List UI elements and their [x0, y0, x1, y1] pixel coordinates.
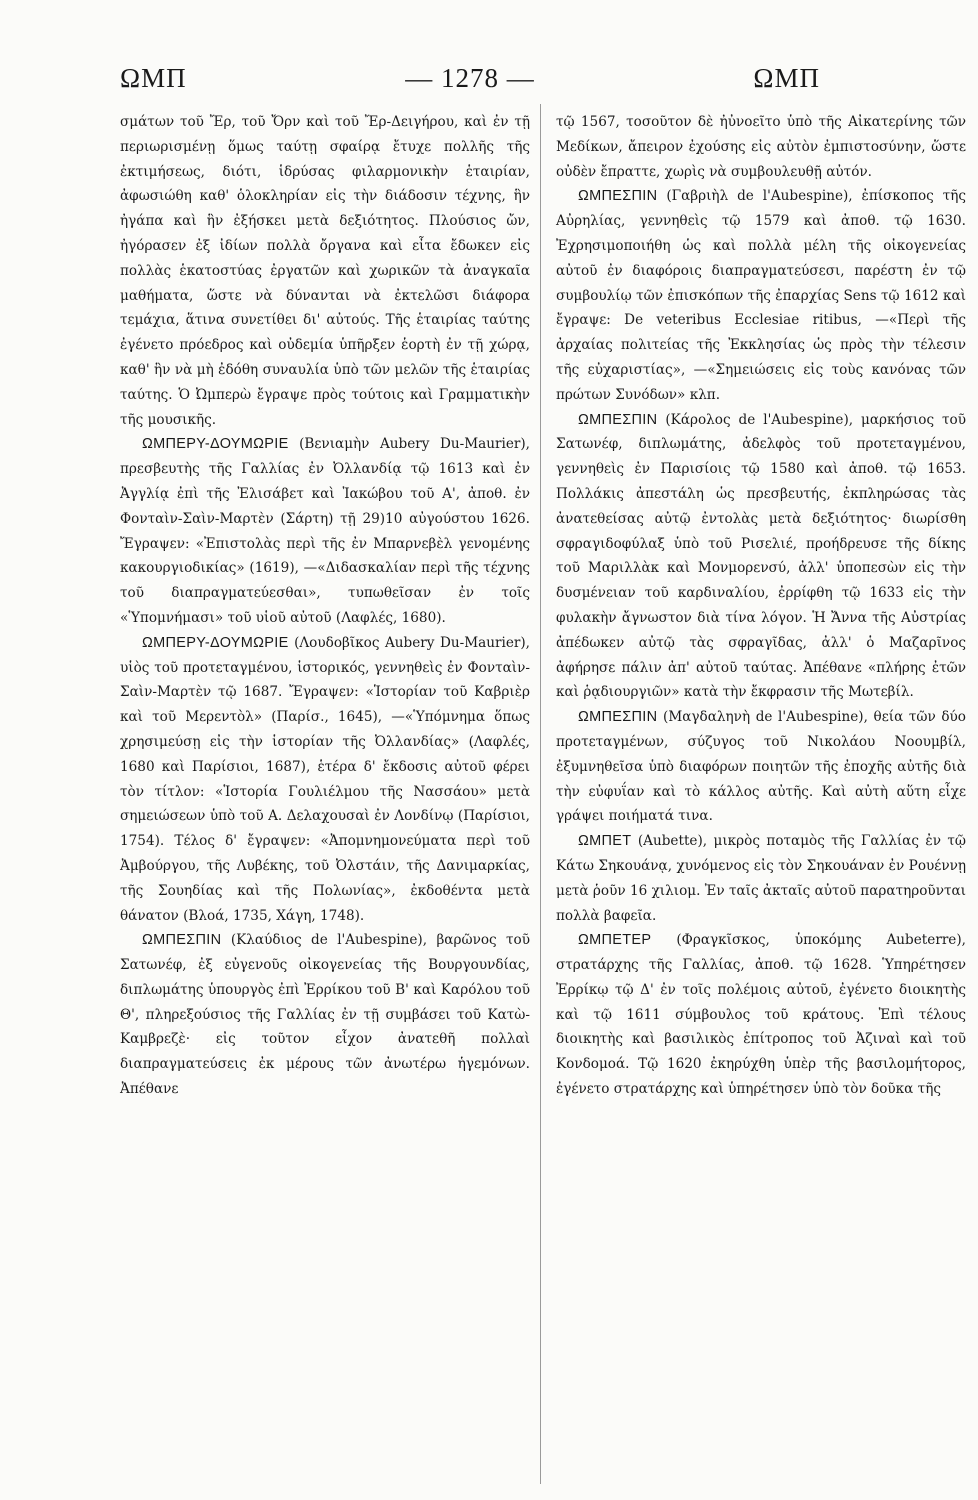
- dictionary-entry: [556, 705, 966, 829]
- entry-text: (Aubette), μικρὸς ποταμὸς τῆς Γαλλίας ἐν τῷ Κάτω Σηκουάνᾳ, χυνόμενος εἰς τὸν Σηκουάναν ἐν Ρουέννῃ μετὰ ῥοῦν 16 χιλιομ. Ἐν ταῖς ἀκταῖς αὐτοῦ παρατηροῦνται πολλὰ βαφεῖα.: [556, 833, 966, 924]
- dictionary-entry: [556, 829, 966, 928]
- dictionary-entry: [556, 408, 966, 706]
- entry-headword: ΩΜΠΕΡΥ-ΔΟΥΜΩΡΙΕ: [142, 634, 289, 651]
- entry-text: (Μαγδαληνὴ de l'Aubespine), θεία τῶν δύο προτεταγμένων, σύζυγος τοῦ Νικολάου Νοουμβίλ, ἐξυμνηθεῖσα ὑπὸ διαφόρων ποιητῶν τῆς ἐποχῆς αὐτῆς διὰ τὴν εὐφυΐαν καὶ τὸ κάλλος αὐτῆς. Καὶ αὐτὴ αὕτη εἶχε γράψει ποιήματά τινα.: [556, 709, 966, 825]
- entry-headword: ΩΜΠΕΣΠΙΝ: [578, 188, 658, 205]
- entry-text: (Φραγκῖσκος, ὑποκόμης Aubeterre), στρατάρχης τῆς Γαλλίας, ἀποθ. τῷ 1628. Ὑπηρέτησεν Ἐρρίκῳ τῷ Δ' ἐν τοῖς πολέμοις αὐτοῦ, ἐγένετο διοικητὴς καὶ τῷ 1611 σύμβουλος τοῦ κράτους. Ἐπὶ τέλους διοικητὴς καὶ βασιλικὸς ἐπίτροπος τοῦ Ἀζιναὶ καὶ τοῦ Κονδομοά. Τῷ 1620 ἐκηρύχθη ὑπὲρ τῆς βασιλομήτορος, ἐγένετο στρατάρχης καὶ ὑπηρέτησεν ὑπὸ τὸν δοῦκα τῆς: [556, 932, 966, 1098]
- entry-headword: ΩΜΠΕΤ: [578, 833, 632, 850]
- column-divider: [540, 104, 541, 1484]
- dictionary-entry: [120, 432, 530, 630]
- entry-text: (Βενιαμὴν Aubery Du-Maurier), πρεσβευτὴς τῆς Γαλλίας ἐν Ὀλλανδίᾳ τῷ 1613 καὶ ἐν Ἀγγλίᾳ ἐπὶ τῆς Ἐλισάβετ καὶ Ἰακώβου τοῦ Α', ἀποθ. ἐν Φονταὶν-Σαὶν-Μαρτὲν (Σάρτη) τῇ 29)10 αὐγούστου 1626. Ἔγραψεν: «Ἐπιστολὰς περὶ τῆς ἐν Μπαρνεβὲλ γενομένης κακουργιοδικίας» (1619), —«Διδασκαλίαν περὶ τῆς τέχνης τοῦ διαπραγματεύεσθαι», τυπωθεῖσαν ἐν τοῖς «Ὑπομνήμασι» τοῦ υἱοῦ αὐτοῦ (Λαφλές, 1680).: [120, 436, 530, 626]
- dictionary-entry: [556, 184, 966, 407]
- entry-text: (Κάρολος de l'Aubespine), μαρκήσιος τοῦ Σατωνέφ, διπλωμάτης, ἀδελφὸς τοῦ προτεταγμένου, γεννηθεὶς ἐν Παρισίοις τῷ 1580 καὶ ἀποθ. τῷ 1653. Πολλάκις ἀπεστάλη ὡς πρεσβευτής, ἐκπληρώσας τὰς ἀνατεθείσας αὐτῷ ἐντολὰς μετὰ δεξιότητος· διωρίσθη σφραγιδοφύλαξ ὑπὸ τοῦ Ρισελιέ, προήδρευσε τῆς δίκης τοῦ Μαριλλὰκ καὶ Μονμορενσύ, ἀλλ' ὑποπεσὼν εἰς τὴν δυσμένειαν τοῦ καρδιναλίου, ἐρρίφθη τῷ 1633 εἰς τὴν φυλακὴν ἄγνωστον διὰ τίνα λόγον. Ἡ Ἄννα τῆς Αὐστρίας ἀπέδωκεν αὐτῷ τὰς σφραγῖδας, ἀλλ' ὁ Μαζαρῖνος ἀφήρησε πάλιν ἀπ' αὐτοῦ ταύτας. Ἀπέθανε «πλήρης ἐτῶν καὶ ῥᾳδιουργιῶν» κατὰ τὴν ἔκφρασιν τῆς Μωτεβίλ.: [556, 411, 966, 701]
- entry-text: τῷ 1567, τοσοῦτον δὲ ἠὐνοεῖτο ὑπὸ τῆς Αἰκατερίνης τῶν Μεδίκων, ἄπειρον ἐχούσης εἰς αὐτὸν ἐμπιστοσύνην, ὥστε οὐδὲν ἔπραττε, χωρὶς νὰ συμβουλευθῇ αὐτόν.: [556, 114, 966, 180]
- entry-headword: ΩΜΠΕΣΠΙΝ: [578, 411, 658, 428]
- entry-text: (Λουδοβῖκος Aubery Du-Maurier), υἱὸς τοῦ προτεταγμένου, ἱστορικός, γεννηθεὶς ἐν Φονταὶν-Σαὶν-Μαρτὲν τῷ 1687. Ἔγραψεν: «Ἱστορίαν τοῦ Καβριὲρ καὶ τοῦ Μερεντὸλ» (Παρίσ., 1645), —«Ὑπόμνημα ὅπως χρησιμεύσῃ εἰς τὴν ἱστορίαν τῆς Ὀλλανδίας» (Λαφλές, 1680 καὶ Παρίσιοι, 1687), ἑτέρα δ' ἔκδοσις αὐτοῦ φέρει τὸν τίτλον: «Ἱστορία Γουλιέλμου τῆς Νασσάου» μετὰ σημειώσεων ὑπὸ τοῦ Α. Δελαχουσαὶ ἐν Λονδίνῳ (Παρίσιοι, 1754). Τέλος δ' ἔγραψεν: «Ἀπομνημονεύματα περὶ τοῦ Ἀμβούργου, τῆς Λυβέκης, τοῦ Ὀλστάιν, τῆς Δανιμαρκίας, τῆς Σουηδίας καὶ τῆς Πολωνίας», ἐκδοθέντα μετὰ θάνατον (Βλοά, 1735, Χάγη, 1748).: [120, 634, 530, 924]
- entry-headword: ΩΜΠΕΤΕΡ: [578, 932, 652, 949]
- entry-headword: ΩΜΠΕΣΠΙΝ: [142, 932, 222, 949]
- header-left-guideword: ΩΜΠ: [120, 62, 187, 93]
- dictionary-entry: [120, 928, 530, 1102]
- entry-continuation: [556, 110, 966, 184]
- entry-headword: ΩΜΠΕΣΠΙΝ: [578, 709, 658, 726]
- header-right-guideword: ΩΜΠ: [753, 62, 820, 93]
- entry-headword: ΩΜΠΕΡΥ-ΔΟΥΜΩΡΙΕ: [142, 436, 289, 453]
- dictionary-entry: [556, 928, 966, 1102]
- dictionary-entry: [120, 631, 530, 929]
- entry-text: (Κλαύδιος de l'Aubespine), βαρῶνος τοῦ Σατωνέφ, ἐξ εὐγενοῦς οἰκογενείας τῆς Βουργουνδίας, διπλωμάτης ὑπουργὸς ἐπὶ Ἐρρίκου τοῦ Β' καὶ Καρόλου τοῦ Θ', πληρεξούσιος τῆς Γαλλίας ἐν τῇ συμβάσει τοῦ Κατὼ-Καμβρεζὲ· εἰς τοῦτον εἶχον ἀνατεθῆ πολλαὶ διαπραγματεύσεις ἐκ μέρους τῶν ἀνωτέρω ἡγεμόνων. Ἀπέθανε: [120, 932, 530, 1098]
- page-header: [120, 58, 820, 98]
- right-column: [556, 110, 966, 1102]
- entry-text: σμάτων τοῦ Ἔρ, τοῦ Ὄρν καὶ τοῦ Ἔρ-Δειγήρου, καὶ ἐν τῇ περιωρισμένῃ ὅμως ταύτῃ σφαίρᾳ ἔτυχε πολλῆς τῆς ἐκτιμήσεως, διότι, ἱδρύσας φιλαρμονικὴν ἑταιρίαν, ἀφωσιώθη καθ' ὁλοκληρίαν εἰς τὴν διάδοσιν τέχνης, ἣν ἠγάπα καὶ ἣν ἐξήσκει μετὰ δεξιότητος. Πλούσιος ὤν, ἠγόρασεν ἐξ ἰδίων πολλὰ ὄργανα καὶ εἶτα ἔδωκεν εἰς πολλὰς ἑκατοστύας ἐργατῶν καὶ χωρικῶν τὰ ἀναγκαῖα μαθήματα, ὥστε νὰ δύνανται νὰ ἐκτελῶσι διάφορα τεμάχια, ἅτινα συνετίθει δι' αὐτούς. Τῆς ἑταιρίας ταύτης ἐγένετο πρόεδρος καὶ οὐδεμία ὑπῆρξεν ἑορτὴ ἐν τῇ χώρᾳ, καθ' ἣν νὰ μὴ ἐδόθη συναυλία ὑπὸ τῶν μελῶν τῆς ἑταιρίας ταύτης. Ὁ Ὠμπερὼ ἔγραψε πρὸς τούτοις καὶ Γραμματικὴν τῆς μουσικῆς.: [120, 114, 530, 428]
- left-column: [120, 110, 530, 1102]
- entry-continuation: [120, 110, 530, 432]
- entry-text: (Γαβριὴλ de l'Aubespine), ἐπίσκοπος τῆς Αὐρηλίας, γεννηθεὶς τῷ 1579 καὶ ἀποθ. τῷ 1630. Ἐχρησιμοποιήθη ὡς καὶ πολλὰ μέλη τῆς οἰκογενείας αὐτοῦ ἐν διαφόροις διαπραγματεύσεσι, παρέστη ἐν τῷ συμβουλίῳ τῶν ἐπισκόπων τῆς ἐπαρχίας Sens τῷ 1612 καὶ ἔγραψε: De veteribus Ecclesiae ritibus, —«Περὶ τῆς ἀρχαίας πολιτείας τῆς Ἐκκλησίας ὡς πρὸς τὴν τέλεσιν τῆς εὐχαριστίας», —«Σημειώσεις εἰς τοὺς κανόνας τῶν πρώτων Συνόδων» κλπ.: [556, 188, 966, 403]
- page-number: — 1278 —: [405, 62, 535, 93]
